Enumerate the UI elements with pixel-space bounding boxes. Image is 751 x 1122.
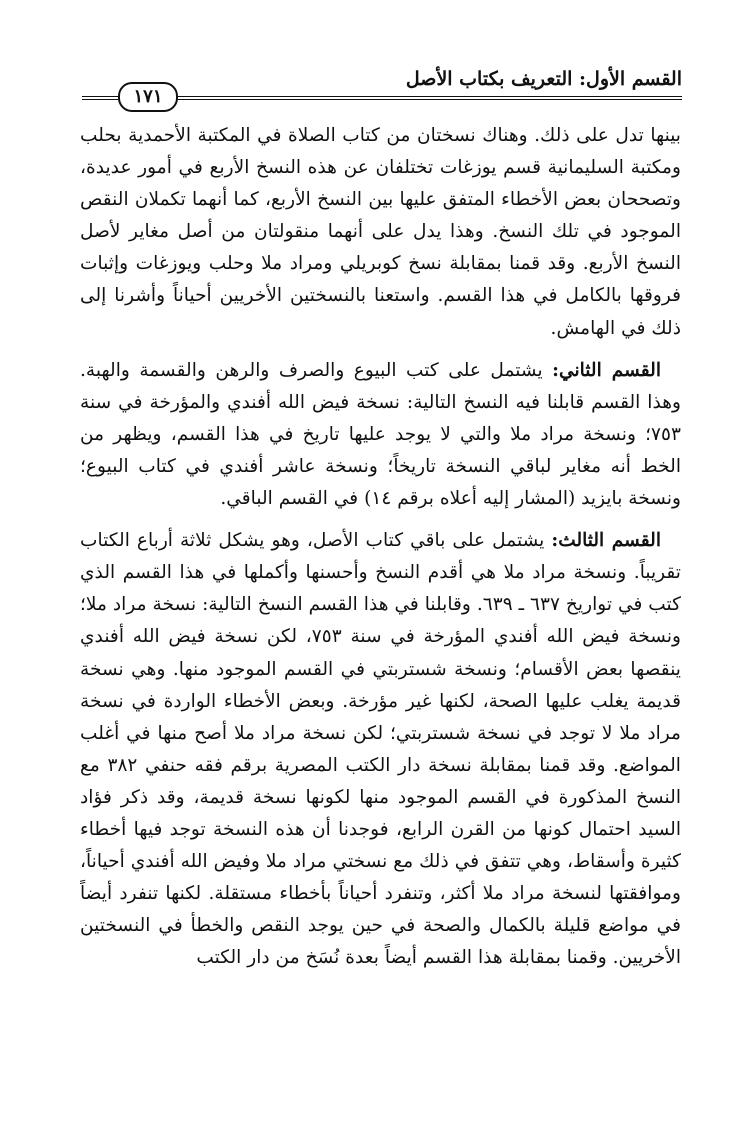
paragraph [80,525,681,974]
paragraph-text: يشتمل على باقي كتاب الأصل، وهو يشكل ثلاثة أرباع الكتاب تقريباً. ونسخة مراد ملا هي أقدم النسخ وأحسنها وأكملها في هذا القسم الذي كتب في تواريخ ٦٣٧ ـ ٦٣٩. وقابلنا في هذا القسم النسخ التالية: نسخة مراد ملا؛ ونسخة فيض الله أفندي المؤرخة في سنة ٧٥٣، لكن نسخة فيض الله أفندي ينقصها بعض الأقسام؛ ونسخة شستربتي في القسم الموجود منها. وهي نسخة قديمة يغلب عليها الصحة، لكنها غير مؤرخة. وبعض الأخطاء الواردة في نسخة مراد ملا لا توجد في نسخة شستربتي؛ لكن نسخة مراد ملا أصح منها في أغلب المواضع. وقد قمنا بمقابلة نسخة دار الكتب المصرية برقم فقه حنفي ٣٨٢ مع النسخ المذكورة في القسم الموجود منها لكونها نسخة قديمة، وقد ذكر فؤاد السيد احتمال كونها من القرن الرابع، فوجدنا أن هذه النسخة توجد فيها أخطاء كثيرة وأسقاط، وهي تتفق في ذلك مع نسختي مراد ملا وفيض الله أفندي أحياناً، وموافقتها لنسخة مراد ملا أكثر، وتنفرد أحياناً بأخطاء مستقلة. لكنها تنفرد أيضاً في مواضع قليلة بالكمال والصحة في حين يوجد النقص والخطأ في النسختين الأخريين. وقمنا بمقابلة هذا القسم أيضاً بعدة نُسَخ من دار الكتب [80,530,681,969]
paragraph [80,120,681,345]
paragraph-text: بينها تدل على ذلك. وهناك نسختان من كتاب الصلاة في المكتبة الأحمدية بحلب ومكتبة السليمانية قسم يوزغات تختلفان عن هذه النسخ الأربع في أمور عديدة، وتصححان بعض الأخطاء المتفق عليها بين النسخ الأربع، كما أنهما تكملان النقص الموجود في تلك النسخ. وهذا يدل على أنهما منقولتان من أصل مغاير لأصل النسخ الأربع. وقد قمنا بمقابلة نسخ كوبريلي ومراد ملا وحلب ويوزغات وإثبات فروقها بالكامل في هذا القسم. واستعنا بالنسختين الأخريين أحياناً وأشرنا إلى ذلك في الهامش. [80,125,681,339]
page-number: ١٧١ [118,82,178,112]
running-title: القسم الأول: التعريف بكتاب الأصل [405,68,682,90]
paragraph-text: يشتمل على كتب البيوع والصرف والرهن والقسمة والهبة. وهذا القسم قابلنا فيه النسخ التالية: نسخة فيض الله أفندي والمؤرخة في سنة ٧٥٣؛ ونسخة مراد ملا والتي لا يوجد عليها تاريخ في هذا القسم، ويظهر من الخط أنه مغاير لباقي النسخة تاريخاً؛ ونسخة عاشر أفندي في كتاب البيوع؛ ونسخة بايزيد (المشار إليه أعلاه برقم ١٤) في القسم الباقي. [80,359,681,510]
page-header [82,60,682,108]
section-heading: القسم الثاني: [552,359,661,381]
section-heading: القسم الثالث: [551,530,661,552]
paragraph [80,355,681,515]
body-text [80,120,681,984]
